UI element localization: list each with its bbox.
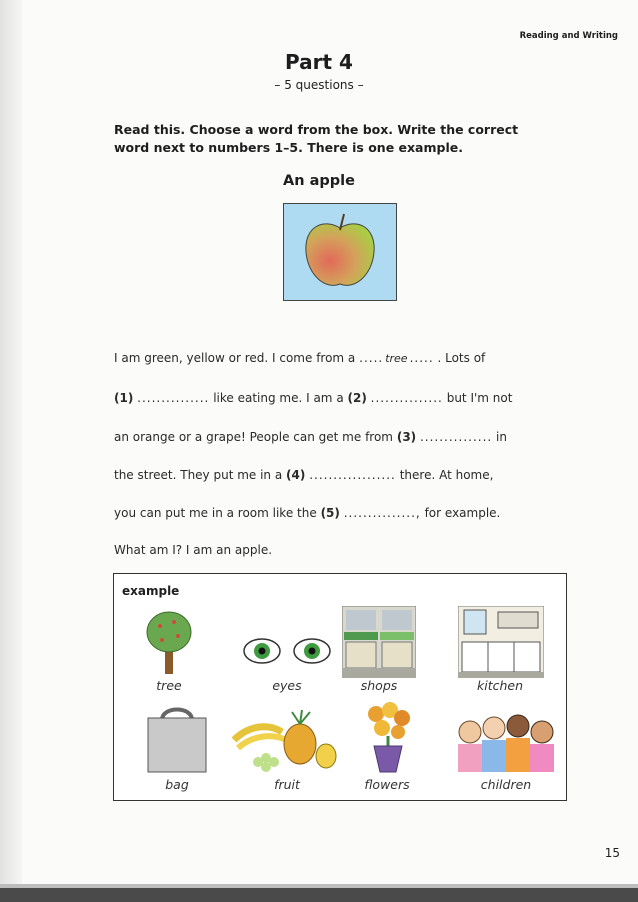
fruit-icon (230, 710, 338, 774)
story-text: but I'm not (446, 391, 513, 405)
answer-blank-1[interactable]: ............... (137, 391, 210, 405)
question-number-1: (1) (114, 391, 134, 405)
story-text: there. At home, (399, 468, 494, 482)
story-text: I am green, yellow or red. I come from a (114, 351, 356, 365)
word-bag: bag (165, 777, 189, 792)
story-line-4 (114, 468, 584, 482)
example-label: example (122, 584, 180, 598)
word-tree: tree (156, 678, 182, 693)
word-shops: shops (360, 678, 398, 693)
story-line-6 (114, 543, 584, 557)
flowers-icon (362, 702, 414, 774)
apple-icon (284, 204, 396, 300)
apple-picture (283, 203, 397, 301)
scanner-edge (0, 888, 638, 902)
word-eyes: eyes (272, 678, 302, 693)
story-text: in (496, 430, 507, 444)
answer-dots: ..... (359, 351, 384, 365)
example-answer: tree (385, 352, 408, 365)
section-header: Reading and Writing (519, 31, 618, 41)
question-number-4: (4) (286, 468, 306, 482)
word-children: children (480, 777, 532, 792)
answer-blank-5[interactable]: ..............., (343, 506, 421, 520)
story-title: An apple (283, 173, 355, 189)
question-number-2: (2) (347, 391, 367, 405)
story-text: . Lots of (437, 351, 486, 365)
story-text: for example. (424, 506, 501, 520)
answer-blank-2[interactable]: ............... (370, 391, 443, 405)
word-kitchen: kitchen (476, 678, 524, 693)
eyes-icon (242, 636, 334, 666)
word-flowers: flowers (364, 777, 410, 792)
page-binding-shadow (0, 0, 22, 902)
page-number: 15 (604, 846, 620, 860)
part-subtitle: – 5 questions – (274, 78, 364, 92)
shops-icon (342, 606, 416, 678)
answer-blank-3[interactable]: ............... (419, 430, 493, 444)
bag-icon (142, 702, 212, 774)
part-title: Part 4 (285, 50, 353, 74)
story-text: What am I? I am an apple. (114, 543, 273, 557)
story-line-3 (114, 430, 584, 444)
answer-blank-4[interactable]: .................. (309, 468, 396, 482)
children-icon (454, 712, 558, 772)
question-number-3: (3) (396, 430, 417, 444)
story-text: you can put me in a room like the (114, 506, 317, 520)
story-line-2 (114, 391, 584, 405)
word-box (113, 573, 567, 801)
word-fruit: fruit (274, 777, 300, 792)
story-line-5 (114, 506, 584, 520)
answer-dots: ..... (409, 351, 434, 365)
kitchen-icon (458, 606, 544, 678)
question-number-5: (5) (320, 506, 340, 520)
story-line-1 (114, 351, 584, 365)
story-text: an orange or a grape! People can get me from (114, 430, 393, 444)
story-text: like eating me. I am a (213, 391, 344, 405)
instructions: Read this. Choose a word from the box. Write the correct word next to numbers 1–5. There is one example. (114, 122, 519, 155)
tree-icon (144, 610, 194, 676)
story-text: the street. They put me in a (114, 468, 283, 482)
